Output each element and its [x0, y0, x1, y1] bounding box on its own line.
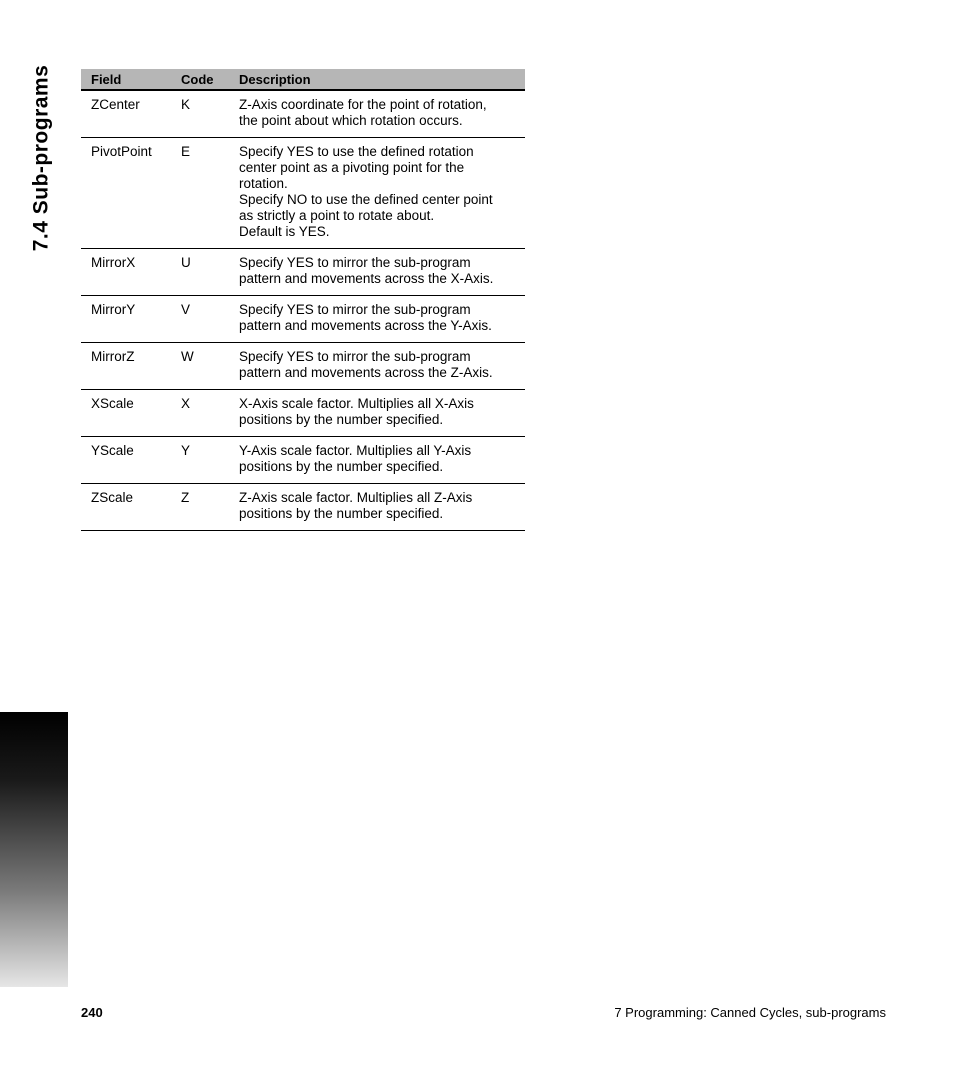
cell-code: V: [171, 296, 229, 343]
description-line: X-Axis scale factor. Multiplies all X-Axis: [239, 396, 474, 411]
table-row: [81, 296, 525, 343]
description-line: positions by the number specified.: [239, 506, 444, 521]
cell-description: [229, 343, 525, 390]
cell-field: ZScale: [81, 484, 171, 531]
cell-code: E: [171, 138, 229, 249]
cell-field: MirrorX: [81, 249, 171, 296]
table-row: [81, 90, 525, 138]
cell-field: YScale: [81, 437, 171, 484]
cell-description: [229, 249, 525, 296]
cell-field: ZCenter: [81, 90, 171, 138]
page-number: 240: [81, 1005, 103, 1020]
cell-code: K: [171, 90, 229, 138]
cell-description: [229, 437, 525, 484]
chapter-footer: 7 Programming: Canned Cycles, sub-programs: [614, 1005, 886, 1020]
table-row: [81, 390, 525, 437]
description-line: Z-Axis coordinate for the point of rotation,: [239, 97, 487, 112]
table-row: [81, 343, 525, 390]
description-line: Specify YES to mirror the sub-program: [239, 302, 471, 317]
cell-code: X: [171, 390, 229, 437]
header-field: Field: [81, 69, 171, 90]
side-gradient-bar: [0, 712, 68, 987]
table-row: [81, 138, 525, 249]
parameter-table: [81, 69, 525, 531]
description-line: as strictly a point to rotate about.: [239, 208, 435, 223]
table-row: [81, 437, 525, 484]
description-line: Z-Axis scale factor. Multiplies all Z-Axis: [239, 490, 473, 505]
cell-description: [229, 484, 525, 531]
table-body: [81, 90, 525, 531]
cell-field: MirrorY: [81, 296, 171, 343]
table-row: [81, 249, 525, 296]
table-header-row: [81, 69, 525, 90]
table-row: [81, 484, 525, 531]
cell-description: [229, 138, 525, 249]
cell-description: [229, 296, 525, 343]
cell-code: U: [171, 249, 229, 296]
cell-code: W: [171, 343, 229, 390]
description-line: Specify YES to mirror the sub-program: [239, 349, 471, 364]
cell-field: PivotPoint: [81, 138, 171, 249]
cell-code: Y: [171, 437, 229, 484]
cell-field: XScale: [81, 390, 171, 437]
description-line: rotation.: [239, 176, 288, 191]
description-line: pattern and movements across the Y-Axis.: [239, 318, 492, 333]
header-description: Description: [229, 69, 525, 90]
description-line: positions by the number specified.: [239, 459, 444, 474]
cell-description: [229, 390, 525, 437]
cell-field: MirrorZ: [81, 343, 171, 390]
cell-description: [229, 90, 525, 138]
description-line: the point about which rotation occurs.: [239, 113, 463, 128]
cell-code: Z: [171, 484, 229, 531]
description-line: center point as a pivoting point for the: [239, 160, 465, 175]
description-line: positions by the number specified.: [239, 412, 444, 427]
description-line: Specify NO to use the defined center point: [239, 192, 493, 207]
description-line: pattern and movements across the Z-Axis.: [239, 365, 493, 380]
description-line: Default is YES.: [239, 224, 330, 239]
side-title-text: 7.4 Sub-programs: [29, 64, 53, 252]
description-line: Specify YES to use the defined rotation: [239, 144, 474, 159]
side-section-title: [26, 52, 56, 264]
description-line: Y-Axis scale factor. Multiplies all Y-Axis: [239, 443, 472, 458]
description-line: Specify YES to mirror the sub-program: [239, 255, 471, 270]
header-code: Code: [171, 69, 229, 90]
description-line: pattern and movements across the X-Axis.: [239, 271, 494, 286]
